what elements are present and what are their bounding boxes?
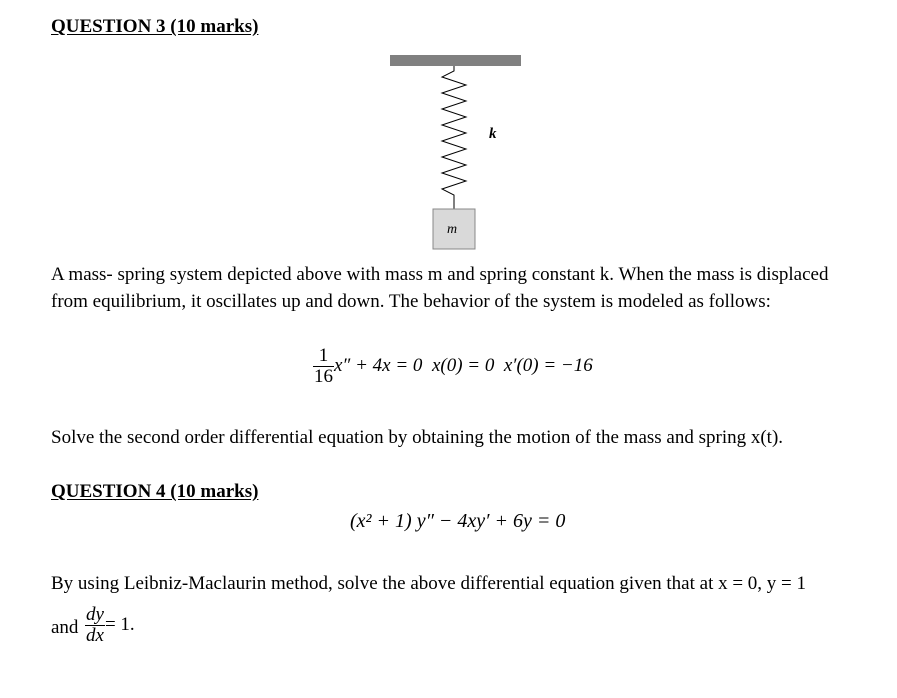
derivative-value: = 1. <box>104 613 135 635</box>
derivative-denominator: dx <box>86 625 104 646</box>
initial-condition-1: x(0) = 0 <box>431 354 495 376</box>
spring-constant-label: k <box>489 126 497 142</box>
equation-main: x″ + 4x = 0 <box>334 354 423 376</box>
q4-instruction-line-1: By using Leibniz-Maclaurin method, solve the above differential equation given that at x = 0, y = 1 <box>51 573 807 594</box>
equation-fraction <box>313 346 334 387</box>
question-3-heading: QUESTION 3 (10 marks) <box>51 16 259 37</box>
q3-equation <box>313 346 593 387</box>
q3-instruction: Solve the second order differential equation by obtaining the motion of the mass and spring x(t). <box>51 427 784 448</box>
derivative-fraction <box>85 605 105 646</box>
spring-coil <box>442 66 466 209</box>
mass-label: m <box>447 222 458 237</box>
q4-equation <box>350 510 565 533</box>
q4-and-text: and <box>51 617 79 638</box>
derivative-numerator: dy <box>86 604 104 625</box>
q3-description-line-2: from equilibrium, it oscillates up and down. The behavior of the system is modeled as follows: <box>51 291 771 312</box>
q3-description-line-1: A mass- spring system depicted above with mass m and spring constant k. When the mass is displaced <box>51 264 829 285</box>
initial-condition-2: x′(0) = −16 <box>503 354 593 376</box>
fraction-denominator: 16 <box>314 366 333 387</box>
derivative-condition <box>85 605 135 646</box>
q4-equation-text: (x² + 1) y″ − 4xy′ + 6y = 0 <box>350 510 566 532</box>
fraction-numerator: 1 <box>318 345 329 366</box>
question-4-heading: QUESTION 4 (10 marks) <box>51 481 259 502</box>
ceiling-support <box>390 55 521 66</box>
